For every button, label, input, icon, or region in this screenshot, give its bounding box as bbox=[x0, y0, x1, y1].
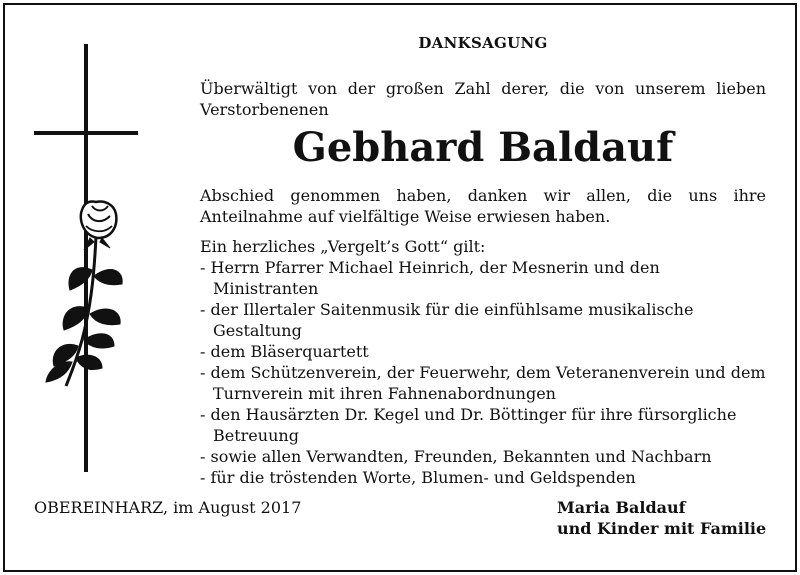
thanks-intro: Ein herzliches „Vergelt’s Gott“ gilt: bbox=[200, 237, 486, 256]
thanks-list bbox=[200, 257, 766, 488]
list-item: - für die tröstenden Worte, Blumen- und Geldspenden bbox=[200, 468, 636, 487]
signature-line: und Kinder mit Familie bbox=[557, 519, 767, 538]
signature-line: Maria Baldauf bbox=[557, 498, 686, 517]
list-item: - den Hausärzten Dr. Kegel und Dr. Böttinger für ihre fürsorgliche Betreuung bbox=[200, 405, 737, 445]
cross-icon bbox=[34, 44, 138, 472]
list-item: - dem Bläserquartett bbox=[200, 342, 369, 361]
place-and-date: OBEREINHARZ, im August 2017 bbox=[34, 498, 302, 517]
thanks-text: Abschied genommen haben, danken wir allen, die uns ihre Anteilnahme auf vielfältige Weise erwiesen haben. bbox=[200, 186, 766, 226]
list-item: - sowie allen Verwandten, Freunden, Bekannten und Nachbarn bbox=[200, 447, 712, 466]
list-item: - dem Schützenverein, der Feuerwehr, dem Veteranenverein und dem Turnverein mit ihren Fahnenabordnungen bbox=[200, 363, 766, 403]
intro-text: Überwältigt von der großen Zahl derer, die von unserem lieben Verstorbenenen bbox=[200, 79, 766, 119]
list-item: - der Illertaler Saitenmusik für die einfühlsame musikalische Gestaltung bbox=[200, 300, 694, 340]
list-item: - Herrn Pfarrer Michael Heinrich, der Mesnerin und den Ministranten bbox=[200, 258, 660, 298]
deceased-name: Gebhard Baldauf bbox=[292, 124, 674, 171]
notice-heading: DANKSAGUNG bbox=[418, 34, 548, 52]
cross-and-rose-ornament bbox=[30, 40, 150, 480]
signature bbox=[557, 497, 766, 539]
